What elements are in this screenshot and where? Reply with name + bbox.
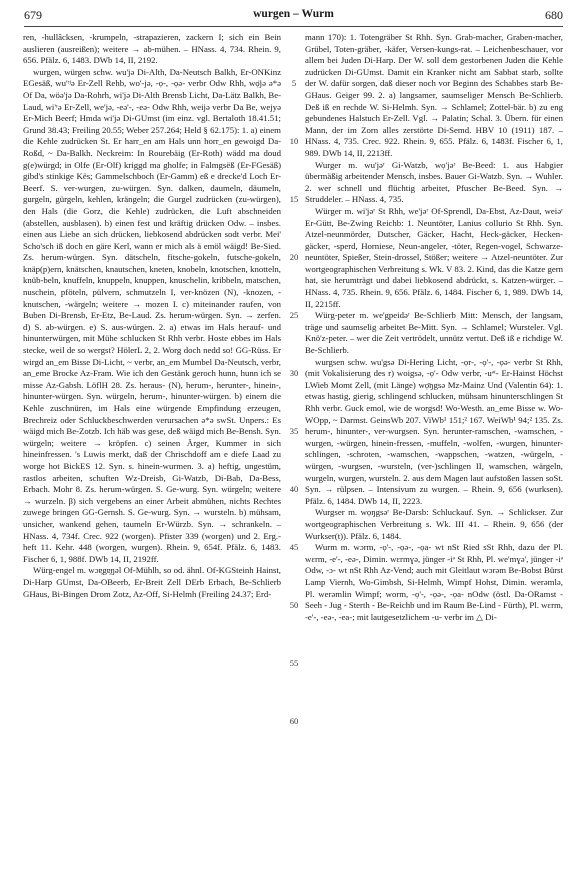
right-column-entry: Würger m. wi'jəʳ St Rhh, we'jəʳ Of-Sprendl, Da-Ebst, Az-Daut, weiəʳ Er-Gütt, Be-Zwing Reichb: 1. Neuntöter, Lanius collurio St Rhh. Syn. Atzel-neunmörder, Dutscher, Gäcker, Hacht, Heck-gäcker, Hecken-gäcker, -sperd, Horniese, Neun-angeler, -töter, Regen-vogel, Schwarze-neuntöter, Spießer, Stein-drossel, Stößer; weitere → Atzel-neuntöter. Zur wortgeographischen Verbreitung s. Wk. V 83. 2. Kind, das die Katze gern hat, sie herumträgt und dabei liebkosend abdrückt, s. Katzen-würger. – HNass. 4, 735. Rhein. 9, 656. Pfälz. 6, 1484. Fischer 6, 1, 989. DWb 14, II, 2215ff. <box>305 205 563 309</box>
left-column-entry: wurgen, würgen schw. wu'jə Di-Alth, Da-Neutsch Balkh, Er-ONKinz EGesäß, wu'ʳʲə Er-Zell Rehb, wo'-jə, -ọ-, -ọə- verbr Odw Rhh, wọ̈jə ə*ə Of Da, wöə'jə Da-Rohrh, wi'jə Di-Alth Brensb Licht, Da-Lätz Balkh, Be-Laud, wi'ʳə Er-Zell, we'jə, -eə'-, -eə- Odw Rhh, weijə verbr Da Be, wejyə Er-Mich Beerf; Hmda wi'jə Di-GUmst (im einz. vgl. Bertaloth 18.41.51; Grund 38.43; Freiling 20.55; Weber 257.264; Held § 62.175): 1. a) einem die Kehle zudrücken St. Er harr_en am Hals unn horr_en gewoigd Da-Roßd, ~ Da-Balkh. Neckreim: In Rourebäig (Er-Roth) wädd ma doud g(e)würgd; in Olfe (Er-Olf) kriggd ma gholfe; in Falmgsëß (Er-FGesäß) gibd's stinkige Kës; Gammelschboch (Er-Gamm) eß e drecke'd Loch Er-Beerf. S. ver-wurgen, zu-würgen. Syn. dalken, daumeln, däumeln, gurgeln, gürgeln, kehlen, krängeln; die Gurgel zudrücken (zu-würgen), den Hals (die Gorz, die Kehle) zudrücken, die Luft abschneiden (abstellen, ausblasen). b) einen fest und kräftig drücken Odw. – insbes. einen aus Liebe an sich drücken, liebkosend abdrücken sodt verbr. Mei' Scho'sch iß doch en gäre Kerl, wann er mich als ä emöl wäigd! Be-Sied. Zs. herum-würgen. Syn. dätscheln, fitsche-gokeln, futsche-gokeln, knäp(p)ern, knätschen, knautschen, kneten, knobeln, knotschen, knotteln, knüb-beln, knuffeln, knuppeln, knuppen, knuschelin, kribbeln, matschen, nuschein, pföteln, pülvern, schmutzeln I, ver-knözen (N), -knozen, -knutschen, -wärgeln; weitere → mozen I. c) miteinander raufen, von Buben Di-Brensb, Er-Etz, Be-Laud. Zs. herum-würgen. Syn. → zerfen. d) S. ab-würgen. e) S. aus-würgen. 2. a) etwas im Hals herauf- und hinunterwürgen, mit Mühe schlucken St Rhh verbr. Hoste ebbes im Hals stecke, weil de so wergst? HölerL 2, 2. Worg doch nedd so! GG-Rüss. Er wirgd an_em Bisse Di-Licht, ~ verbr, an_em Mumbel Da-Neutsch, verbr, an_eme Brocke Az-Fram. Wie ich den Gestänk geroch hunn, hunn ich se misse Az-Gabsh. LöflH 28. Zs. heraus- (N), herum-, herunter-, hinein-, hinunter-würgen. Syn. würgeln, herum-, hinunter-würgen. b) einem die Kehle zuschnüren, im Hals eine würgende Empfindung erzeugen, Brechreiz oder Schluckbeschwerden verursachen ə*ə swSt. Unpers.: Es wäigd mich Be-Zotzb. Ich häb was gese, deß wäigd mich Be-Bensh. Syn. würgeln; weitere → kröpfen. c) seinen Ärger, Kummer in sich hineinfressen. 's Luwis merkt, daß der Chrischdoff am e diefe Laad zu worge hot BickES 12. Syn. s. hinein-wurmen. 3. a) heftig, ungestüm, rastlos arbeiten, schuften Wz-Dreisb, Gi-Watzb, Di-Bab, Da-Bess, Erbach. Mohr 8. Zs. herum-würgen. S. Ge-wurg. Syn. würgeln; weitere → wurzeln. β) sich vergebens an einer Arbeit abmühen, nichts Rechtes zuwege bringen GG-Gernsh. S. Ge-wurg. Syn. → wursteln. b) mühsam, unsicher, wankend gehen, taumeln Er-Würzb. Syn. → schrankeln. – HNass. 4, 734f. Crec. 922 (worgen). Pfister 339 (worgen) und 2. Erg.-heft 11. Kehr. 448 (worgen, wurgen). Rhein. 9, 654f. Pfälz. 6, 1483. Fischer 6, 1, 988f. DWb 14, II, 2192ff. <box>23 66 281 564</box>
line-number: 35 <box>289 426 299 437</box>
right-column-entry: Wurgser m. wọŋgsəʳ Be-Darsb: Schluckauf. Syn. → Schlickser. Zur wortgeographischen Verbreitung s. Wk. III 41. – Rhein. 9, 656 (der Wurkser(t)). Pfälz. 6, 1484. <box>305 507 563 541</box>
line-number: 10 <box>289 136 299 147</box>
page-header <box>24 8 563 28</box>
right-column-entry: Wurm m. wɔrm, -ọ'-, -ọə-, -ọa- wt nSt Ried sSt Rhh, dazu der Pl. wɛrm, -e'-, -eə-, Dimin. wɛrmɣə, jünger -iᵊ St Rhh, Pl. we'mɣə', jünger -iᵊ Odw, -ɔ- wt nSt Rhh Az-Vend; auch mit Gleitlaut wɔrəm Be-Bobst Bürst Lamp Viernh, Wo-Gimbsh, Si-Helmh, Wimpf Hohst, Dimin. werəmlə, Pl. werəmlin Wimpf; worm, -ọ'-, -ọə-, -ọa- nOdw (östl. Da-ORamst - Seeh - Jug - Sterth - Be-Reichb und im Raum Be-Lind - Fürth), Pl. wɛrm, -e'-, -eə-, -ea-; mit lautgesetzlichem -u- verbr im △ Di- <box>305 542 563 622</box>
line-number: 40 <box>289 484 299 495</box>
line-number: 50 <box>289 600 299 611</box>
right-column-entry: wurgsen schw. wu'gsə Di-Hering Licht, -ọr-, -ọ'-, -ọə- verbr St Rhh, (mit Vokalisierung des r) woigsə, -ọ'- Odw verbr, -uᵊᵗ- Er-Hainst Höchst LWieb Momt Zell, (mit Länge) wọ̄ŋgsə Mz-Mainz Und (Valentin 64): 1. etwas hastig, gierig, schlingend schlucken, mühsam hinunterschlingen St Rhh verbr. Guck emol, wie de worgsd! Wo-Westh. an_eme Bisse w. Wo-WOpp, ~ Darmst. GeinsWb 207. ViWb¹ 151;² 167. WeiWb¹ 94;² 135. Zs. herum-, hinunter-, ver-wurgsen. Syn. herunter-ramschen, -wamschen, -wurgen, -würgen, hinein-fressen, -muffeln, -wolfen, -wurgen, hinunter-schlingen, -schroten, -wamschen, -wappschen, -watzen, -würgeln, -würgen, -wurgsen, -wursteln, (ver-)schlingen II, wamschen, wärgeln, wurgeln, wurgen, wursteln. 2. aus dem Magen laut aufstoßen lassen soSt. Syn. → rülpsen. – Intensivum zu wurgen. – Rhein. 9, 656 (wurksen). Pfälz. 6, 1484. DWb 14, II, 2223. <box>305 356 563 506</box>
line-number: 30 <box>289 368 299 379</box>
line-number: 55 <box>289 658 299 669</box>
page-number-right: 680 <box>545 8 563 22</box>
right-column-entry: Wurger m. wu'jəʳ Gi-Watzb, wọ'jəʳ Be-Beed: 1. aus Habgier übermäßig arbeitender Mensch, insbes. Bauer Gi-Watzb. Syn. → Wuhler. 2. wer schnell und flüchtig arbeitet, Pfuscher Be-Beed. Syn. → Struddeler. – HNass. 4, 735. <box>305 159 563 205</box>
line-number: 15 <box>289 194 299 205</box>
line-number: 45 <box>289 542 299 553</box>
right-column-entry: Würg-peter m. we'gpeidəʳ Be-Schlierb Mitt: Mensch, der langsam, träge und saumselig arbeitet Be-Mitt. Syn. → Schlamel; Wursteler. Vgl. Knö'z-peter. – wer die Zeit vertrödelt, unnütz vertut. Deß iß e richdige W. Be-Schlierb. <box>305 310 563 356</box>
line-number: 25 <box>289 310 299 321</box>
left-column-entry: Würg-engel m. wɔɐ̯gɐ̯ŋəl Of-Mühlh, so od. ähnl. Of-KGSteinh Hainst, Di-Harp GUmst, Da-OBeerb, Er-Breit Zell DErb Erbach, Be-Schlierb GHaus, Bi-Bingen Drom Zotz, Az-Off, Si-Helmh (Freiling 24.37; Erd- <box>23 565 281 599</box>
left-column <box>23 32 281 868</box>
running-title: wurgen – Wurm <box>253 8 334 20</box>
line-number-gutter <box>285 32 303 868</box>
line-number: 60 <box>289 716 299 727</box>
left-column-entry: ren, -hullâcksen, -krumpeln, -strapazieren, zackern I; sich ein Bein auslieren (ausreißen); weitere → ab-mühen. – HNass. 4, 734. Rhein. 9, 656. Pfälz. 6, 1483. DWb 14, II, 2192. <box>23 32 281 66</box>
line-number: 20 <box>289 252 299 263</box>
line-number: 5 <box>291 78 297 89</box>
right-column <box>305 32 563 868</box>
header-rule <box>24 26 563 27</box>
page-number-left: 679 <box>24 8 42 22</box>
right-column-entry: mann 170): 1. Totengräber St Rhh. Syn. Grab-macher, Graben-macher, Grübel, Toten-gräber, -käfer, Versen-kungs-rat. – Leichenbeschauer, vor allem bei Juden Di-Harp. Der W. soll dem gestorbenen Juden die Kehle zudrücken Di-GUmst. Damit ein Kranker nicht am Sabbat starb, sollte der W. dafür sorgen, daß dieser noch vor Beginn des Schabbes starb Be-GHaus. Geiger 99. 2. a) langsamer, saumseliger Mensch Be-Schlierb. Deß iß en rechde W. Si-Helmh. Syn. → Schlamel; Zottel-bär. b) zu eng gebundenes Halstuch Er-Zell. Vgl. → Palatin; Schal. 3. Übern. für einen Mann, der im Zorn alles zerstörte Di-Semd. HBV 10 (1911) 187. – HNass. 4, 735. Crec. 922. Rhein. 9, 655. Pfälz. 6, 1483f. Fischer 6, 1, 989. DWb 14, II, 2213ff. <box>305 32 563 158</box>
